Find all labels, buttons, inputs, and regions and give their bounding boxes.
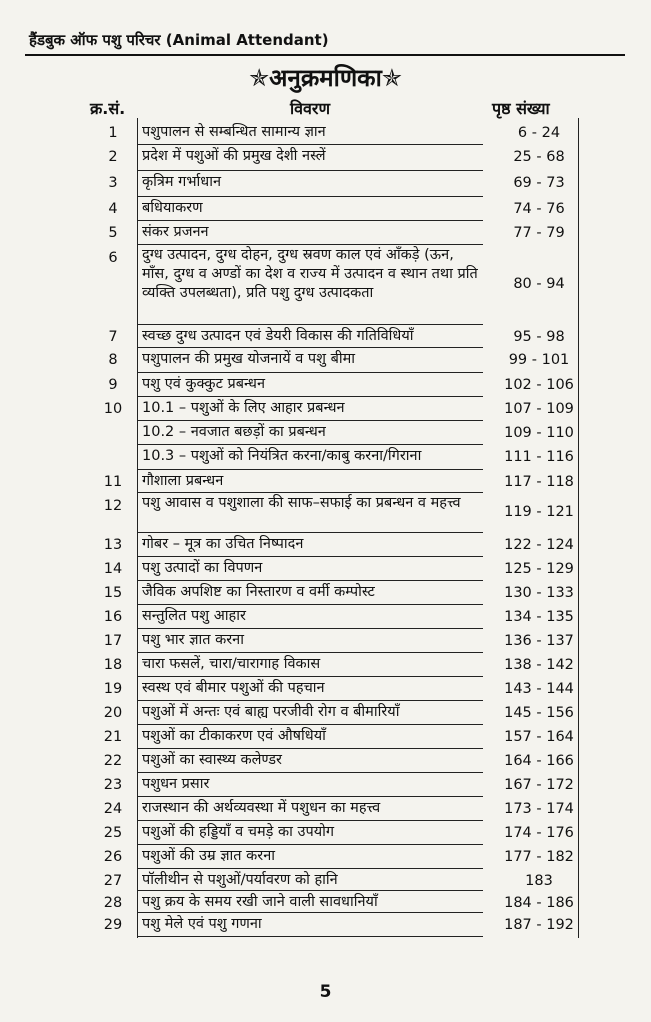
row-number: 8: [108, 352, 118, 368]
row-subject: राजस्थान की अर्थव्यवस्था में पशुधन का महत्त्व: [142, 800, 381, 816]
table-row: [0, 492, 651, 532]
row-subject: संकर प्रजनन: [142, 224, 209, 240]
row-page-range: 6 - 24: [517, 125, 561, 141]
table-row: [0, 120, 651, 144]
row-subject: सन्तुलित पशु आहार: [142, 608, 246, 624]
row-page-range: 183: [525, 873, 553, 889]
row-page-range: 69 - 73: [513, 175, 565, 191]
page-number: 5: [319, 982, 332, 1002]
header-title: हैंडबुक ऑफ पशु परिचर (Animal Attendant): [29, 31, 329, 49]
table-row: [0, 724, 651, 748]
row-page-range: 167 - 172: [504, 777, 574, 793]
row-page-range: 25 - 68: [513, 149, 565, 165]
running-header: [25, 24, 625, 56]
row-subject: 10.1 – पशुओं के लिए आहार प्रबन्धन: [142, 400, 345, 416]
row-number: 20: [103, 705, 123, 721]
row-page-range: 119 - 121: [504, 504, 574, 520]
table-row: [0, 700, 651, 724]
row-number: 24: [103, 801, 123, 817]
row-number: 15: [103, 585, 123, 601]
row-number: 14: [103, 561, 123, 577]
table-row: [0, 324, 651, 347]
row-subject: कृत्रिम गर्भाधान: [142, 174, 222, 190]
table-row: [0, 532, 651, 556]
row-subject: पशुपालन से सम्बन्धित सामान्य ज्ञान: [142, 124, 326, 140]
row-subject: पशु उत्पादों का विपणन: [142, 560, 263, 576]
table-row: [0, 652, 651, 676]
row-number: 25: [103, 825, 123, 841]
table-row: [0, 220, 651, 244]
row-page-range: 173 - 174: [504, 801, 574, 817]
row-page-range: 138 - 142: [504, 657, 574, 673]
row-number: 12: [103, 498, 123, 514]
table-row: [0, 396, 651, 420]
table-row: [0, 144, 651, 170]
row-subject: पॉलीथीन से पशुओं/पर्यावरण को हानि: [142, 872, 338, 888]
row-subject: बधियाकरण: [142, 200, 203, 216]
table-row: [0, 196, 651, 220]
table-row: [0, 244, 651, 324]
table-row: [0, 748, 651, 772]
row-subject: दुग्ध उत्पादन, दुग्ध दोहन, दुग्ध स्रवण काल एवं आँकड़े (ऊन, माँस, दुग्ध व अण्डों का देश व राज्य में उत्पादन व स्थान तथा प्रति व्यक्ति उपलब्धता), प्रति पशु दुग्ध उत्पादकता: [142, 247, 478, 301]
table-row: [0, 604, 651, 628]
table-row: [0, 372, 651, 396]
row-page-range: 107 - 109: [504, 401, 574, 417]
row-page-range: 109 - 110: [504, 425, 574, 441]
page-title: ✯अनुक्रमणिका✯: [249, 64, 402, 92]
row-subject: पशुओं का स्वास्थ्य कलेण्डर: [142, 752, 282, 768]
row-page-range: 102 - 106: [504, 377, 574, 393]
row-page-range: 80 - 94: [513, 276, 565, 292]
row-page-range: 184 - 186: [504, 895, 574, 911]
row-subject: 10.3 – पशुओं को नियंत्रित करना/काबु करना/गिराना: [142, 448, 422, 464]
row-subject: पशुपालन की प्रमुख योजनायें व पशु बीमा: [142, 351, 356, 367]
row-page-range: 157 - 164: [504, 729, 574, 745]
row-subject: स्वस्थ एवं बीमार पशुओं की पहचान: [142, 680, 325, 696]
row-subject: चारा फसलें, चारा/चारागाह विकास: [142, 656, 321, 672]
row-number: 18: [103, 657, 123, 673]
table-row: [0, 556, 651, 580]
row-subject: गोबर – मूत्र का उचित निष्पादन: [142, 536, 304, 552]
row-subject: स्वच्छ दुग्ध उत्पादन एवं डेयरी विकास की गतिविधियाँ: [142, 328, 414, 344]
row-number: 4: [108, 201, 118, 217]
row-number: 21: [103, 729, 123, 745]
row-number: 2: [108, 149, 118, 165]
table-row: [0, 444, 651, 469]
row-subject: पशुओं की हड्डियाँ व चमड़े का उपयोग: [142, 824, 335, 840]
row-number: 1: [108, 125, 118, 141]
row-subject: पशुओं की उम्र ज्ञात करना: [142, 848, 276, 864]
table-row: [0, 890, 651, 912]
row-page-range: 145 - 156: [504, 705, 574, 721]
row-subject: जैविक अपशिष्ट का निस्तारण व वर्मी कम्पोस्ट: [142, 584, 375, 600]
table-row: [0, 868, 651, 890]
row-number: 29: [103, 917, 123, 933]
row-number: 5: [108, 225, 118, 241]
row-page-range: 95 - 98: [513, 329, 565, 345]
row-page-range: 174 - 176: [504, 825, 574, 841]
row-number: 22: [103, 753, 123, 769]
column-header-page: पृष्ठ संख्या: [492, 99, 550, 118]
row-subject: पशुओं में अन्तः एवं बाह्य परजीवी रोग व बीमारियाँ: [142, 704, 400, 720]
row-page-range: 111 - 116: [504, 449, 574, 465]
row-number: 27: [103, 873, 123, 889]
row-number: 16: [103, 609, 123, 625]
row-number: 9: [108, 377, 118, 393]
row-page-range: 130 - 133: [504, 585, 574, 601]
row-page-range: 143 - 144: [504, 681, 574, 697]
row-page-range: 164 - 166: [504, 753, 574, 769]
table-row: [0, 420, 651, 444]
table-row: [0, 844, 651, 868]
column-header-subject: विवरण: [290, 99, 331, 118]
row-number: 11: [103, 474, 123, 490]
row-number: 28: [103, 895, 123, 911]
row-subject: पशु भार ज्ञात करना: [142, 632, 244, 648]
table-row: [0, 820, 651, 844]
row-subject: पशु आवास व पशुशाला की साफ–सफाई का प्रबन्धन व महत्त्व: [142, 495, 461, 511]
row-subject: पशुधन प्रसार: [142, 776, 210, 792]
table-row: [0, 469, 651, 492]
row-page-range: 125 - 129: [504, 561, 574, 577]
row-number: 6: [108, 250, 118, 266]
row-subject: पशुओं का टीकाकरण एवं औषधियाँ: [142, 728, 326, 744]
row-subject: पशु क्रय के समय रखी जाने वाली सावधानियाँ: [142, 894, 378, 910]
row-page-range: 99 - 101: [508, 352, 570, 368]
row-page-range: 74 - 76: [513, 201, 565, 217]
row-page-range: 77 - 79: [513, 225, 565, 241]
row-subject: प्रदेश में पशुओं की प्रमुख देशी नस्लें: [142, 148, 326, 164]
row-page-range: 177 - 182: [504, 849, 574, 865]
row-subject: 10.2 – नवजात बछड़ों का प्रबन्धन: [142, 424, 326, 440]
table-row: [0, 772, 651, 796]
table-row: [0, 912, 651, 936]
table-row: [0, 796, 651, 820]
column-header-sno: क्र.सं.: [90, 99, 126, 118]
row-page-range: 122 - 124: [504, 537, 574, 553]
row-page-range: 117 - 118: [504, 474, 574, 490]
row-number: 3: [108, 175, 118, 191]
table-row: [0, 676, 651, 700]
table-row: [0, 170, 651, 196]
row-page-range: 134 - 135: [504, 609, 574, 625]
row-page-range: 187 - 192: [504, 917, 574, 933]
row-number: 26: [103, 849, 123, 865]
table-row: [0, 580, 651, 604]
row-number: 10: [103, 401, 123, 417]
table-row: [0, 628, 651, 652]
row-number: 7: [108, 329, 118, 345]
row-subject: पशु मेले एवं पशु गणना: [142, 916, 262, 932]
row-number: 17: [103, 633, 123, 649]
table-row: [0, 347, 651, 372]
row-separator: [137, 936, 483, 937]
row-page-range: 136 - 137: [504, 633, 574, 649]
row-number: 23: [103, 777, 123, 793]
row-subject: गौशाला प्रबन्धन: [142, 473, 224, 489]
row-number: 13: [103, 537, 123, 553]
row-number: 19: [103, 681, 123, 697]
row-subject: पशु एवं कुक्कुट प्रबन्धन: [142, 376, 265, 392]
